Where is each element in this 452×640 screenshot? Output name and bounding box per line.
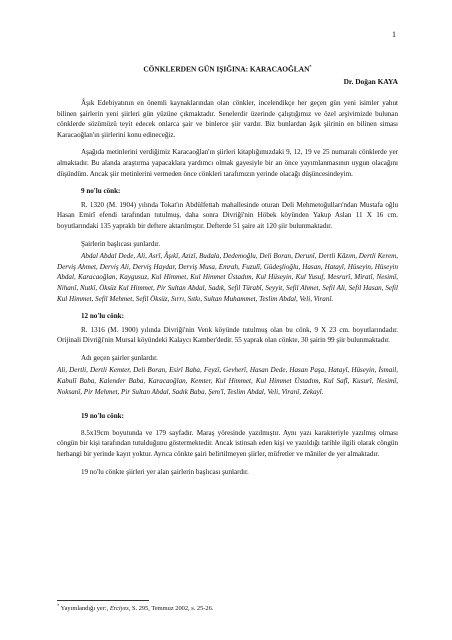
cong-12-poets-list: Ali, Dertli, Dertli Kemter, Deli Boran, Esirî Baba, Feyzî, Gevherî, Hasan Dede, Hasan Paşa, Hatayî, Hüseyin, İsmail, Kabulî Baba, Kalender Baba, Karacaoğlan, Kemter, Kul Himmet, Kul Himmet Üstadım, Kul Safî, Kusurî, Nesimî, Noksanî, Pir Mehmet, Pir Sultan Abdal, Sadık Baba, Şem'î, Teslim Abdal, Veli, Viranî, Zekayî.	[57, 366, 398, 396]
cong-19-poets-label: 19 no'lu cönkte şiirleri yer alan şairlerin başlıcası şunlardır.	[81, 467, 249, 476]
cong-9-heading: 9 no'lu cönk:	[81, 187, 121, 196]
cong-19-description: 8.5x19cm boyutunda ve 179 sayfadır. Maraş yöresinde yazılmıştır. Aynı yazı karakteriyle yazılmış olması cöngün bir kişi tarafından tutulduğunu göstermektedir. Ancak istinsah eden kişi ve yazıldığı tarihle ilgili olarak cöngün herhangi bir yerinde kayıt yoktur. Ayrıca cönkte şairi belirtilmeyen şiirler, müfretler ve mâniler de yer almaktadır.	[57, 428, 398, 459]
cong-9-description: R. 1320 (M. 1904) yılında Tokat'ın Abdülfettah mahallesinde oturan Deli Mehmetoğulları'ndan Mustafa oğlu Hasan Emirî efendi tarafından tutulmuş, daha sonra Divriği'nin Höbek köyünden Yakup Aslan 11 X 16 cm. boyutlarındaki 135 yapraklı bir deftere aktarılmıştır. Defterde 51 şaire ait 120 şiir bulunmaktadır.	[57, 200, 398, 230]
article-title-text: CÖNKLERDEN GÜN IŞIĞINA: KARACAOĞLAN	[143, 64, 310, 74]
cong-12-poets-label: Adı geçen şairler şunlardır.	[81, 353, 158, 362]
title-footnote-marker: *	[309, 64, 312, 69]
author-name: Dr. Doğan KAYA	[343, 77, 398, 86]
cong-9-poets-list: Abdal Abdal Dede, Ali, Asrî, Âşıkî, Azizî, Budala, Dedemoğlu, Deli Boran, Derunî, Dertli Kâzım, Dertli Kerem, Derviş Ahmet, Derviş Ali, Derviş Haydar, Derviş Musa, Emrah, Fuzulî, Güdeşlioğlu, Hasan, Hatayî, Hüseyin, Hüseyin Abdal, Karacaoğlan, Kaygusuz, Kul Himmet, Kul Himmet Üstadım, Kul Hüseyin, Kul Yusuf, Mesrurî, Miratî, Nesimî, Nihanî, Nutkî, Öksüz Kul Himmet, Pir Sultan Abdal, Sadık, Sefil Türabî, Seyyit, Sefil Ahmet, Sefil Ali, Sefil Hasan, Sefil Kul Himmet, Sefil Mehmet, Sefil Öksüz, Sırrı, Sıtkı, Sultan Muhammet, Teslim Abdal, Veli, Viranî.	[57, 252, 398, 303]
footnote	[57, 603, 213, 612]
article-title	[57, 64, 398, 73]
footnote-journal: Erciyes	[109, 605, 129, 613]
cong-9-poets-label: Şairlerin başlıcası şunlardır.	[81, 239, 160, 248]
footnote-divider	[57, 600, 149, 601]
footnote-text-start: Yayımlandığı yer:,	[59, 605, 110, 613]
cong-12-description: R. 1316 (M. 1900) yılında Divriği'nin Venk köyünde tutulmuş olan bu cönk, 9 X 23 cm. boyutlarındadır. Orijinali Divriği'nin Mursal köyündeki Kalaycı Kamber'dedir. 55 yaprak olan cönkte, 30 şairin 99 şiir bulunmaktadır.	[57, 325, 398, 345]
intro-paragraph-1: Âşık Edebiyatının en önemli kaynaklarından olan cönkler, incelendikçe her geçen gün yeni isimler yahut bilinen şairlerin yeni şiirleri gün yüzüne çıkmaktadır. Senelerdir üzerinde çalıştığımız ve özel arşivimizde bulunan cönklerde sözümüzü teyit edecek onlarca şair ve binlerce şiir vardır. Biz bunlardan âşık şiirinin en bilinen siması Karacaoğlan'ın şiirlerini konu edineceğiz.	[57, 99, 398, 139]
intro-paragraph-2: Aşağıda metinlerini verdiğimiz Karacaoğlan'ın şiirleri kitaplığımızdaki 9, 12, 19 ve 25 numaralı cönklerde yer almaktadır. Bu alanda araştırma yapacaklara yardımcı olmak gayesiyle bir an önce yayımlanmasının uygun olacağını düşündüm. Ancak şiir metinlerini vermeden önce cönkleri tarafımızın yerinde olacağı düşüncesindeyim.	[57, 148, 398, 178]
cong-19-heading: 19 no'lu cönk:	[81, 412, 124, 421]
body-text	[57, 98, 398, 484]
cong-12-heading: 12 no'lu cönk:	[81, 312, 124, 321]
page-number: 1	[392, 30, 396, 39]
footnote-marker: *	[57, 603, 60, 608]
footnote-text-end: , S. 295, Temmuz 2002, s. 25-26.	[128, 605, 214, 613]
